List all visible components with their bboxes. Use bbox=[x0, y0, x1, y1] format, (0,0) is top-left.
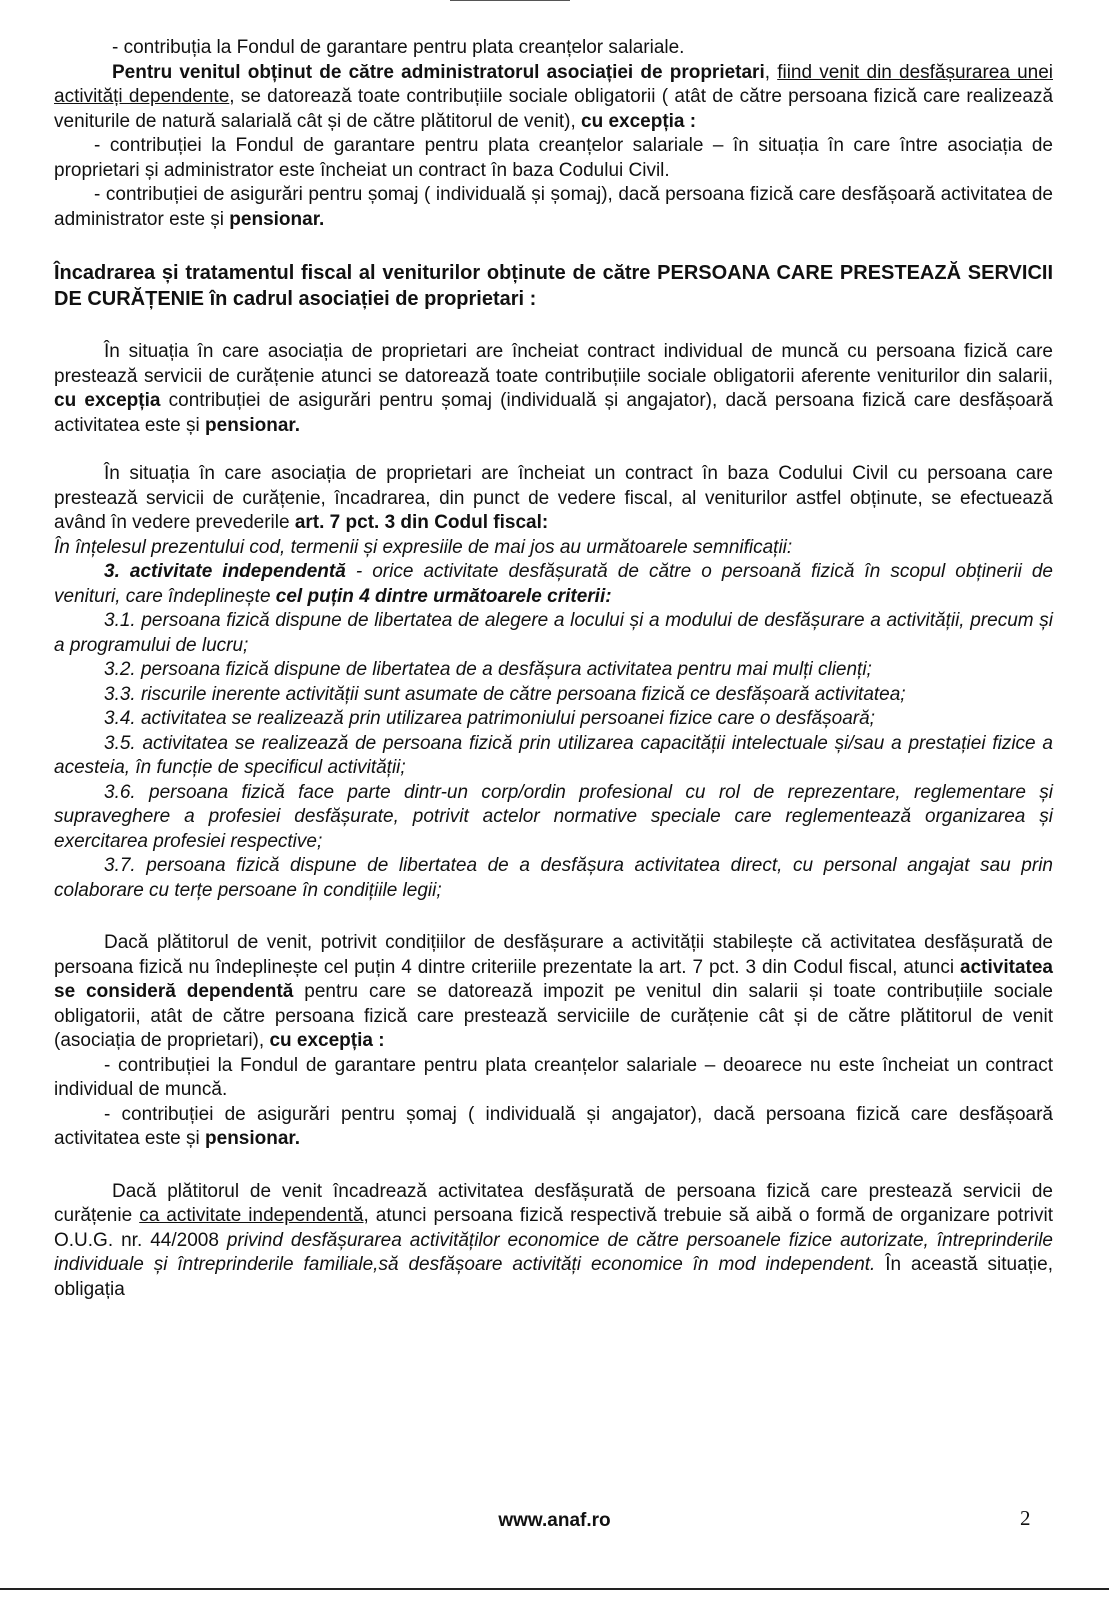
independent-activity-definition: - orice activitate desfășurată de către o persoană fizică în scopul obținerii de venituri, care îndeplinește bbox=[54, 561, 1053, 607]
dependent-activity-text: Dacă plătitorul de venit, potrivit condițiilor de desfășurare a activității stabilește că activitatea desfășurată de persoana fizică nu îndeplinește cel puțin 4 dintre criteriile prezentate la art. 7 pct. 3 din Codul fiscal, atunci bbox=[54, 932, 1053, 978]
criterion-item: 3.2. persoana fizică dispune de libertatea de a desfășura activitatea pentru mai mulți clienți; bbox=[104, 659, 872, 680]
independent-activity-underline: ca activitate independentă bbox=[139, 1205, 364, 1226]
criterion-item: 3.1. persoana fizică dispune de libertatea de alegere a locului și a modului de desfășurare a activității, precum și a programului de lucru; bbox=[54, 610, 1053, 656]
dependent-activity-bold: activitatea se consideră dependentă bbox=[54, 956, 1053, 1002]
classification-text: Dacă plătitorul de venit încadrează activitatea desfășurată de persoana fizică care prestează servicii de curățenie bbox=[54, 1180, 1053, 1226]
page-number: 2 bbox=[1020, 1506, 1031, 1530]
admin-income-comma: , bbox=[764, 61, 778, 83]
classification-text-2: , atunci persoana fizică respectivă trebuie să aibă o formă de organizare potrivit O.U.G. nr. 44/2008 bbox=[54, 1205, 1053, 1251]
exception-unemployment bbox=[54, 183, 1053, 232]
exception-bold: cu excepția bbox=[54, 390, 161, 411]
paragraph-dependent-activity bbox=[54, 931, 1053, 1054]
criterion-item: 3.7. persoana fizică dispune de libertatea de a desfășura activitatea direct, cu personal angajat sau prin colaborare cu terțe persoane în condițiile legii; bbox=[54, 855, 1053, 901]
criterion-item: 3.4. activitatea se realizează prin utilizarea patrimoniului persoanei fizice care o desfășoară; bbox=[104, 708, 875, 729]
paragraph-employment-contract bbox=[54, 340, 1053, 438]
exception-unemployment-2 bbox=[54, 1103, 1053, 1152]
criterion-item: 3.5. activitatea se realizează de persoana fizică prin utilizarea capacității intelectuale și/sau a prestației fizice a acesteia, în funcție de specificul activității; bbox=[54, 732, 1053, 778]
document-body bbox=[54, 36, 1053, 1302]
exception-bold: cu excepția : bbox=[269, 1030, 385, 1051]
paragraph-civil-contract bbox=[54, 462, 1053, 536]
pensioner-bold: pensionar. bbox=[205, 414, 301, 436]
criterion-item: 3.3. riscurile inerente activității sunt asumate de către persoana fizică ce desfășoară activitatea; bbox=[104, 683, 906, 705]
footer-website: www.anaf.ro bbox=[498, 1510, 611, 1531]
exception-unemployment-text-2: - contribuției de asigurări pentru șomaj ( individuală și angajator), dacă persoana fizică care desfășoară activitatea este și bbox=[54, 1103, 1053, 1149]
paragraph-code-definitions: În înțelesul prezentului cod, termenii și expresiile de mai jos au următoarele semnificații: bbox=[54, 536, 793, 558]
paragraph-administrator-income bbox=[54, 61, 1053, 135]
pensioner-bold: pensionar. bbox=[205, 1128, 301, 1149]
oug-title-italic: privind desfășurarea activităților economice de către persoanele fizice autorizate, întreprinderile individuale și întreprinderile familiale,să desfășoare activități economice în mod independent. bbox=[54, 1229, 1053, 1275]
section-heading-cleaning: Încadrarea și tratamentul fiscal al veniturilor obținute de către PERSOANA CARE PRESTEAZĂ SERVICII DE CURĂȚENIE în cadrul asociației de proprietari : bbox=[54, 262, 1053, 310]
criteria-count-bold: cel puțin 4 dintre următoarele criterii: bbox=[275, 585, 612, 607]
paragraph-independent-activity bbox=[54, 560, 1053, 609]
top-scan-rule bbox=[450, 0, 570, 1]
paragraph-fund-contribution: - contribuția la Fondul de garantare pentru plata creanțelor salariale. bbox=[112, 37, 685, 58]
exception-fund-no-contract: - contribuției la Fondul de garantare pentru plata creanțelor salariale – deoarece nu este încheiat un contract individual de muncă. bbox=[54, 1054, 1053, 1100]
civil-contract-text: În situația în care asociația de proprietari are încheiat un contract în baza Codului Civil cu persoana care prestează servicii de curățenie, încadrarea, din punct de vedere fiscal, al veniturilor astfel obținute, se efectuează având în vedere prevederile bbox=[54, 463, 1053, 533]
criterion-item: 3.6. persoana fizică face parte dintr-un corp/ordin profesional cu rol de reprezentare, reglementare și supraveghere a profesiei desfășurate, potrivit actelor normative speciale care reglementează organizarea și exercitarea profesiei respective; bbox=[54, 781, 1053, 852]
pensioner-bold: pensionar. bbox=[229, 208, 325, 230]
exception-unemployment-text: - contribuției de asigurări pentru șomaj ( individuală și șomaj), dacă persoana fizică care desfășoară activitatea de administrator este și bbox=[54, 184, 1053, 230]
classification-text-3: În această situație, obligația bbox=[54, 1254, 1053, 1300]
bottom-scan-rule bbox=[0, 1588, 1109, 1590]
admin-exception-bold: cu excepția : bbox=[581, 110, 697, 132]
admin-income-bold: Pentru venitul obținut de către administratorul asociației de proprietari bbox=[112, 61, 765, 83]
independent-activity-term: 3. activitate independentă bbox=[104, 561, 346, 582]
article-reference-bold: art. 7 pct. 3 din Codul fiscal: bbox=[294, 512, 549, 533]
paragraph-independent-classification bbox=[54, 1180, 1053, 1303]
dependent-activity-underline: fiind venit din desfășurarea unei activități dependente bbox=[54, 61, 1053, 107]
admin-income-text: , se datorează toate contribuțiile sociale obligatorii ( atât de către persoana fizică care realizează veniturile de natură salarială cât și de către plătitorul de venit), bbox=[54, 86, 1054, 132]
dependent-activity-text-2: pentru care se datorează impozit pe venitul din salarii și toate contribuțiile sociale obligatorii, atât de către persoana fizică care prestează serviciile de curățenie cât și de către plătitorul de venit (asociația de proprietari), bbox=[54, 981, 1053, 1051]
exception-fund-guarantee: - contribuției la Fondul de garantare pentru plata creanțelor salariale – în situația în care între asociația de proprietari și administrator este încheiat un contract în baza Codului Civil. bbox=[54, 135, 1053, 181]
employment-contract-text: În situația în care asociația de proprietari are încheiat contract individual de muncă cu persoana fizică care prestează servicii de curățenie atunci se datorează toate contribuțiile sociale obligatorii aferente veniturilor din salarii, bbox=[54, 341, 1053, 387]
employment-contract-text-2: contribuției de asigurări pentru șomaj (individuală și angajator), dacă persoana fizică care desfășoară activitatea este și bbox=[54, 390, 1053, 436]
